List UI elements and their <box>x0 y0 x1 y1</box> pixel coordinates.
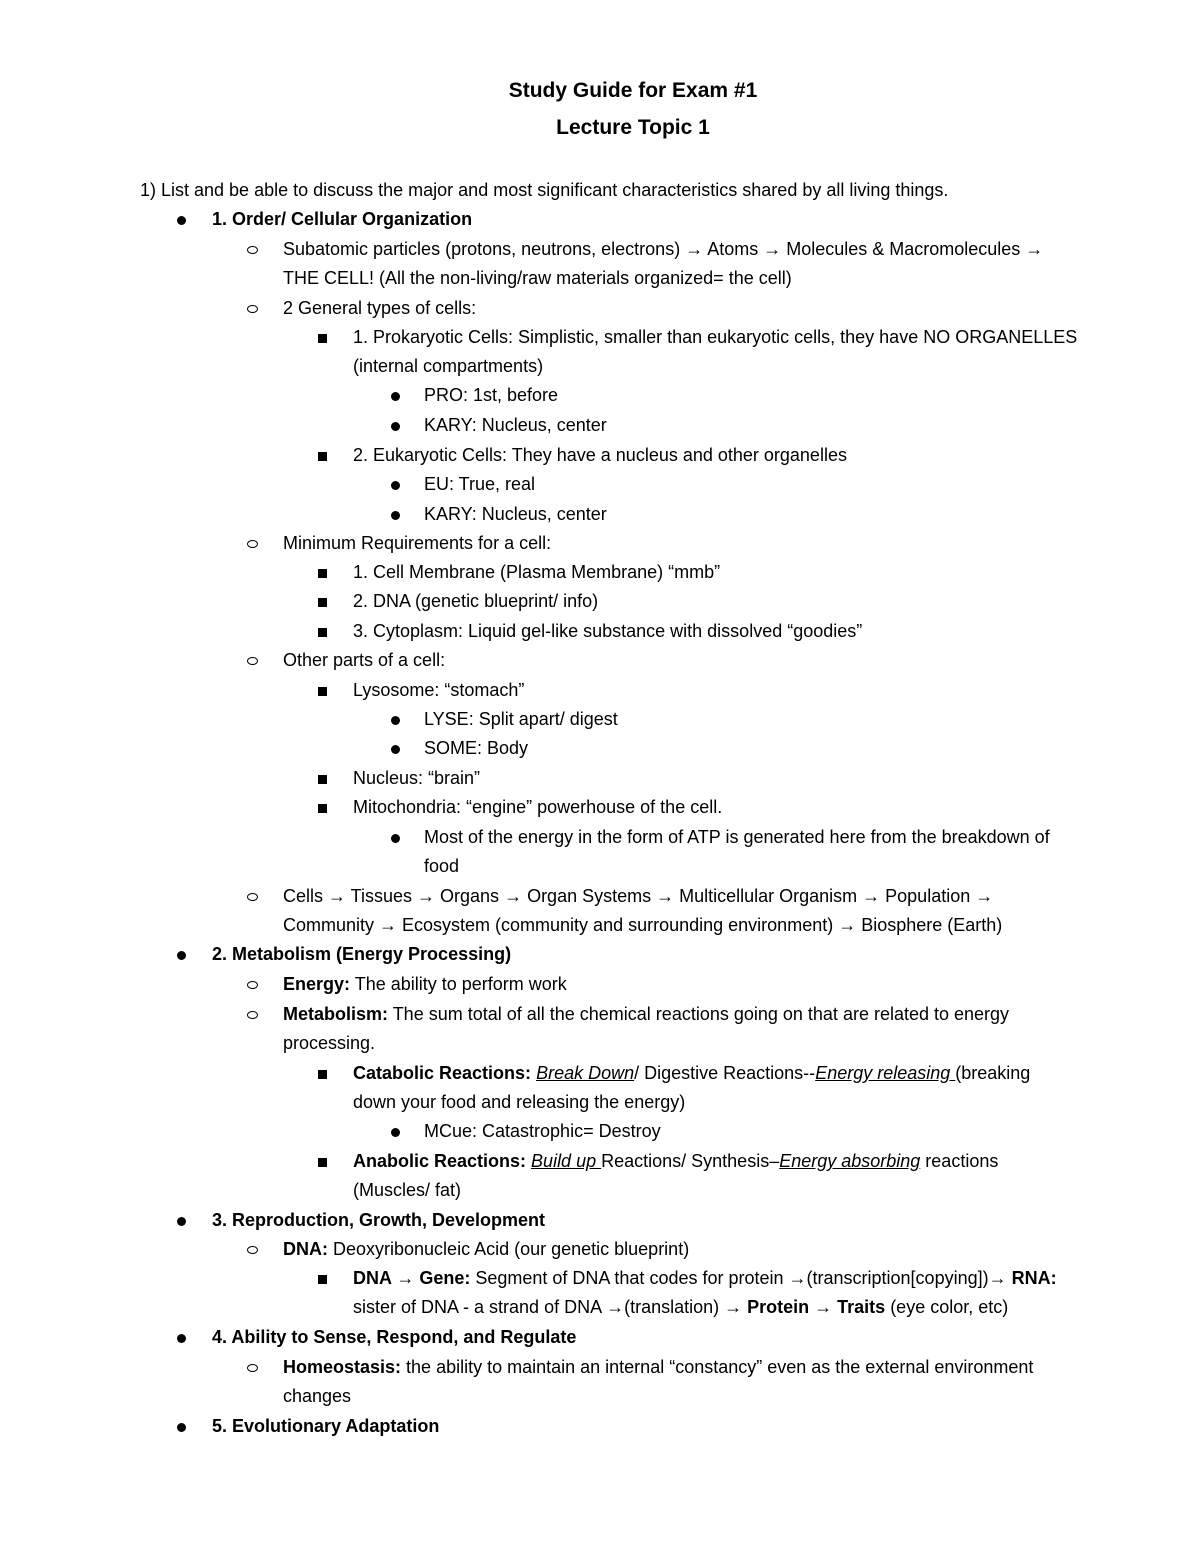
bullet-square <box>318 452 327 461</box>
bullet-circle <box>247 540 258 548</box>
bullet-circle <box>247 1364 258 1372</box>
bullet-disc <box>177 216 186 225</box>
bullet-disc <box>391 481 400 490</box>
document-subtitle: Lecture Topic 1 <box>556 116 710 139</box>
bullet-disc <box>391 716 400 725</box>
bullet-square <box>318 775 327 784</box>
bullet-square <box>318 804 327 813</box>
bullet-circle <box>247 305 258 313</box>
question-text: 1) List and be able to discuss the major and most significant characteristics shared by all living things. <box>140 180 949 200</box>
bullet-disc <box>177 1334 186 1343</box>
bullet-circle <box>247 1246 258 1254</box>
document-page: Study Guide for Exam #1 Lecture Topic 1 1) List and be able to discuss the major and most significant characteristics shared by all living things. 1. Order/ Cellular Organization Subatomic particles (protons, neutrons, electrons) → Atoms → Molecules & Macromolecules → THE CELL! (All the non-living/raw materials organized= the cell) 2 General types of cells: 1. Prokaryotic Cells: Simplistic, smaller than eukaryotic cells, they have NO ORGANELLES (internal compartments) PRO: 1st, before KARY: Nucleus, center 2. Eukaryotic Cells: They have a nucleus and other organelles EU: True, real KARY: Nucleus, center Minimum Requirements for a cell: 1. Cell Membrane (Plasma Membrane) “mmb” 2. DNA (genetic blueprint/ info) 3. Cytoplasm: Liquid gel-like substance with dissolved “goodies” Other parts of a cell: Lysosome: “stomach” LYSE: Split apart/ digest SOME: Body Nucleus: “brain” Mitochondria: “engine” powerhouse of the cell. Most of the energy in the form of ATP is generated here from the breakdown of food Cells → Tissues → Organs → Organ Systems → Multicellular Organism → Population → Community → Ecosystem (community and surrounding environment) → Biosphere (Earth) 2. Metabolism (Energy Processing) Energy: The ability to perform work Metabolism: The sum total of all the chemical reactions going on that are related to energy processing. Catabolic Reactions: Break Down/ Digestive Reactions--Energy releasing (breaking down your food and releasing the energy) MCue: Catastrophic= Destroy Anabolic Reactions: Build up Reactions/ Synthesis–Energy absorbing reactions (Muscles/ fat) 3. Reproduction, Growth, Development DNA: Deoxyribonucleic Acid (our genetic blueprint) DNA → Gene: Segment of DNA that codes for protein →(transcription[copying])→ RNA: sister of DNA - a strand of DNA →(translation) → Protein → Traits (eye color, etc) 4. Ability to Sense, Respond, and Regulate Homeostasis: the ability to maintain an internal “constancy” even as the external environment changes 5. Evolutionary Adaptation <box>0 0 1200 1553</box>
bullet-disc <box>391 745 400 754</box>
bullet-square <box>318 1158 327 1167</box>
bullet-square <box>318 687 327 696</box>
bullet-disc <box>391 511 400 520</box>
bullet-disc <box>177 951 186 960</box>
bullet-disc <box>391 392 400 401</box>
bullet-circle <box>247 246 258 254</box>
bullet-square <box>318 569 327 578</box>
document-title: Study Guide for Exam #1 <box>508 79 758 102</box>
bullet-circle <box>247 657 258 665</box>
bullet-square <box>318 334 327 343</box>
bullet-disc <box>391 422 400 431</box>
bullet-square <box>318 628 327 637</box>
bullet-disc <box>391 834 400 843</box>
bullet-disc <box>391 1128 400 1137</box>
bullet-square <box>318 1275 327 1284</box>
bullet-circle <box>247 1011 258 1019</box>
bullet-square <box>318 1070 327 1079</box>
bullet-circle <box>247 981 258 989</box>
bullet-square <box>318 598 327 607</box>
bullet-disc <box>177 1217 186 1226</box>
bullet-circle <box>247 893 258 901</box>
bullet-disc <box>177 1423 186 1432</box>
